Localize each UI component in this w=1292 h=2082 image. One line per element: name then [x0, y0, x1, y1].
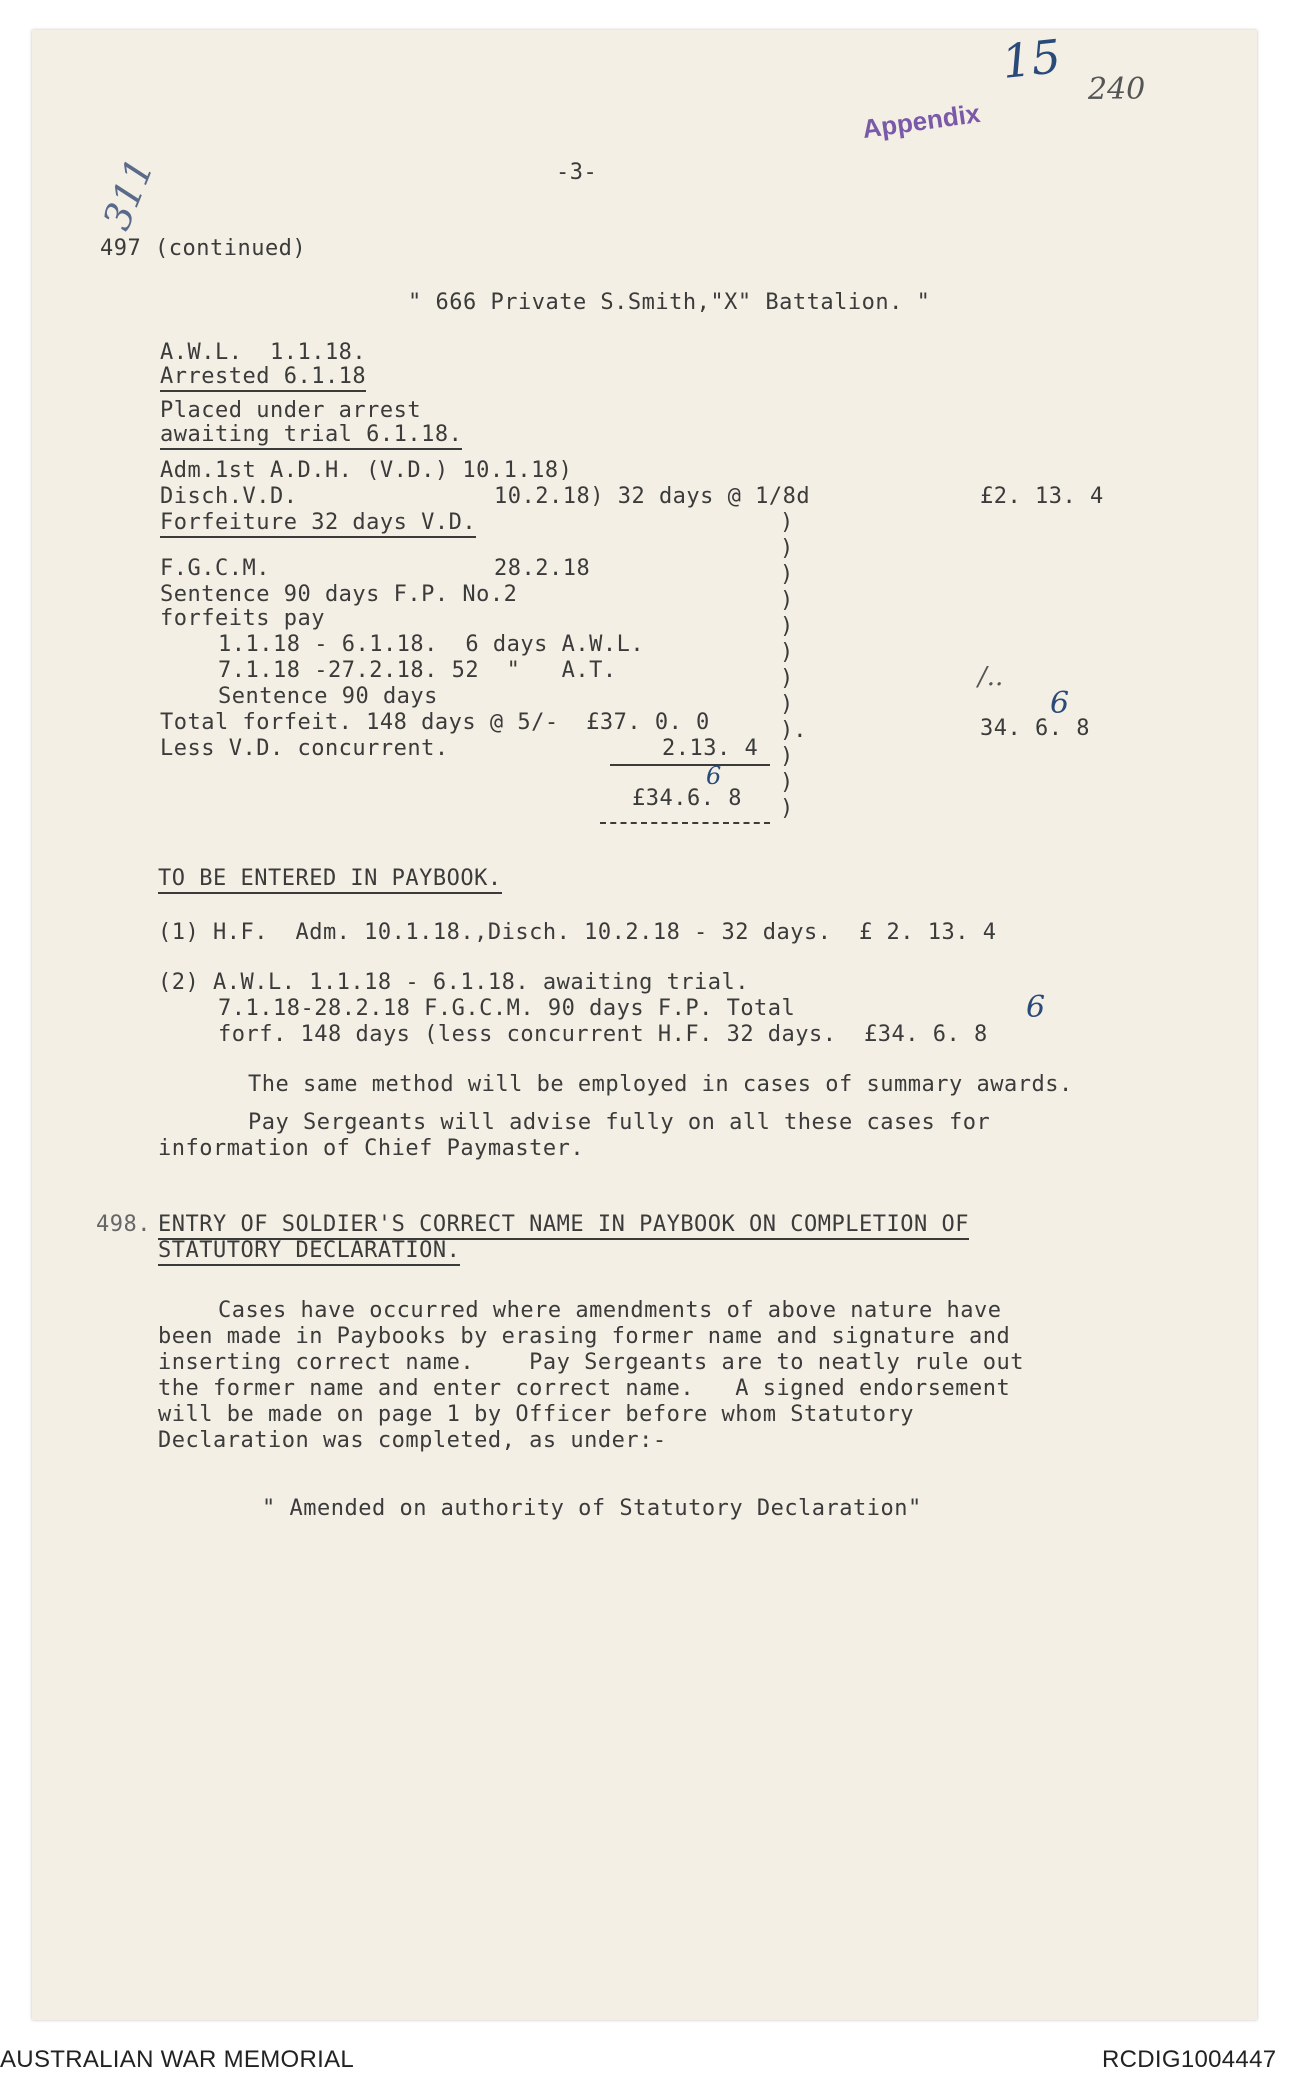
case-awaiting-trial: awaiting trial 6.1.18.	[160, 422, 462, 450]
bracket-11: )	[780, 770, 794, 795]
section-para-line-3: inserting correct name. Pay Sergeants are to neatly rule out	[158, 1350, 1024, 1375]
bracket-8: )	[780, 692, 794, 717]
subtotal-rule	[610, 764, 770, 766]
case-total-amount-right: 34. 6. 8	[980, 716, 1090, 741]
handwritten-six-b: 6	[706, 762, 722, 790]
case-forfeits-pay: forfeits pay	[160, 606, 325, 631]
appendix-stamp: Appendix	[860, 97, 982, 145]
case-discharge-date: 10.2.18) 32 days @ 1/8d	[494, 484, 811, 509]
handwritten-tick: /..	[978, 662, 1004, 692]
side-number: 311	[94, 152, 163, 236]
case-discharge: Disch.V.D.	[160, 484, 298, 509]
section-para-line-4: the former name and enter correct name. A signed endorsement	[158, 1376, 1011, 1401]
footer-source: AUSTRALIAN WAR MEMORIAL	[0, 2046, 355, 2073]
section-para-line-6: Declaration was completed, as under:-	[158, 1428, 667, 1453]
bracket-7: )	[780, 666, 794, 691]
case-total-forfeit: Total forfeit. 148 days @ 5/- £37. 0. 0	[160, 710, 710, 735]
case-placed-under-arrest: Placed under arrest	[160, 398, 422, 423]
bracket-2: )	[780, 536, 794, 561]
paybook-note-1: The same method will be employed in cases of summary awards.	[248, 1072, 1073, 1097]
bracket-1: )	[780, 510, 794, 535]
folio-number: 15	[999, 29, 1064, 89]
folio-number-small: 240	[1088, 72, 1146, 107]
case-fgcm-date: 28.2.18	[494, 556, 591, 581]
case-awl: A.W.L. 1.1.18.	[160, 340, 367, 365]
footer-id: RCDIG1004447	[1102, 2046, 1277, 2073]
section-continued: 497 (continued)	[100, 236, 307, 261]
case-sentence-2: Sentence 90 days	[218, 684, 438, 709]
paybook-entry-2-line-1: (2) A.W.L. 1.1.18 - 6.1.18. awaiting trial.	[158, 970, 750, 995]
bracket-6: )	[780, 640, 794, 665]
section-heading-line-2: STATUTORY DECLARATION.	[158, 1238, 460, 1266]
case-less-vd: Less V.D. concurrent.	[160, 736, 449, 761]
case-admission: Adm.1st A.D.H. (V.D.) 10.1.18)	[160, 458, 573, 483]
paybook-entry-1: (1) H.F. Adm. 10.1.18.,Disch. 10.2.18 - 32 days. £ 2. 13. 4	[158, 920, 997, 945]
case-fgcm: F.G.C.M.	[160, 556, 270, 581]
handwritten-six-a: 6	[1050, 686, 1070, 721]
bracket-5: )	[780, 614, 794, 639]
bracket-4: )	[780, 588, 794, 613]
section-quote: " Amended on authority of Statutory Declaration"	[262, 1496, 922, 1521]
section-para-line-2: been made in Paybooks by erasing former name and signature and	[158, 1324, 1011, 1349]
case-period-1: 1.1.18 - 6.1.18. 6 days A.W.L.	[218, 632, 645, 657]
paybook-note-2-line-2: information of Chief Paymaster.	[158, 1136, 585, 1161]
bracket-10: )	[780, 744, 794, 769]
bracket-9: ).	[780, 718, 807, 743]
case-title: " 666 Private S.Smith,"X" Battalion. "	[408, 290, 931, 315]
case-period-2: 7.1.18 -27.2.18. 52 " A.T.	[218, 658, 617, 683]
section-para-line-1: Cases have occurred where amendments of above nature have	[218, 1298, 1002, 1323]
case-less-vd-amount: 2.13. 4	[662, 736, 759, 761]
paybook-entry-2-line-3: forf. 148 days (less concurrent H.F. 32 days. £34. 6. 8	[218, 1022, 988, 1047]
case-discharge-amount: £2. 13. 4	[980, 484, 1104, 509]
paybook-note-2-line-1: Pay Sergeants will advise fully on all these cases for	[248, 1110, 991, 1135]
total-rule	[600, 822, 770, 824]
paybook-heading: TO BE ENTERED IN PAYBOOK.	[158, 866, 502, 894]
section-para-line-5: will be made on page 1 by Officer before whom Statutory	[158, 1402, 914, 1427]
section-number: 498.	[96, 1212, 151, 1237]
handwritten-six-c: 6	[1026, 990, 1046, 1025]
case-sentence: Sentence 90 days F.P. No.2	[160, 582, 518, 607]
case-arrested: Arrested 6.1.18	[160, 364, 366, 392]
bracket-3: )	[780, 562, 794, 587]
case-net-total: £34.6. 8	[632, 786, 742, 811]
case-forfeiture: Forfeiture 32 days V.D.	[160, 510, 476, 538]
paybook-entry-2-line-2: 7.1.18-28.2.18 F.G.C.M. 90 days F.P. Total	[218, 996, 796, 1021]
bracket-12: )	[780, 796, 794, 821]
section-heading-line-1: ENTRY OF SOLDIER'S CORRECT NAME IN PAYBOOK ON COMPLETION OF	[158, 1212, 969, 1240]
page-number: -3-	[556, 160, 598, 185]
